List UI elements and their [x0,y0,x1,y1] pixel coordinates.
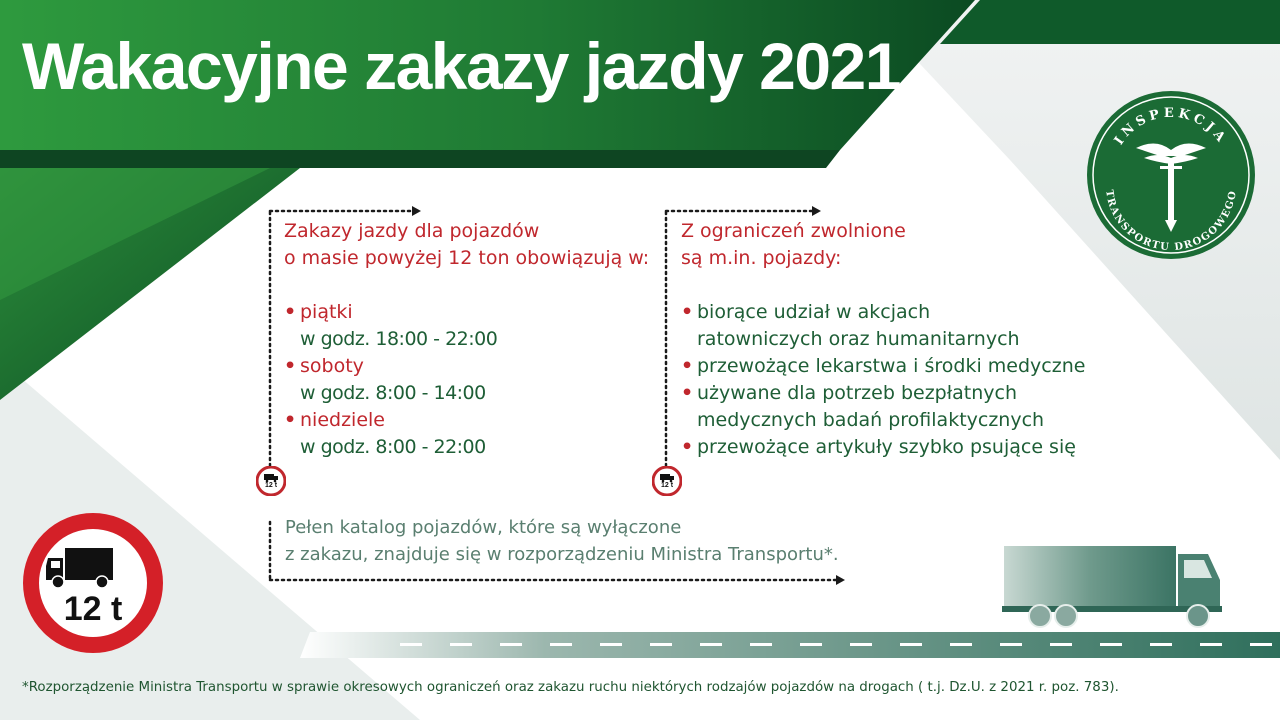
hours-label: w godz. 18:00 - 22:00 [300,328,498,350]
day-label: • niedziele [300,409,385,431]
exemptions-column [681,218,1221,461]
list-item [681,299,1221,353]
svg-text:TRANSPORTU DROGOWEGO: TRANSPORTU DROGOWEGO [1103,189,1239,254]
exemption-line: ratowniczych oraz humanitarnych [697,328,1020,350]
ban-heading-line1: Zakazy jazdy dla pojazdów [284,220,540,242]
truck-icon [1002,540,1224,632]
note-line1: Pełen katalog pojazdów, które są wyłączone [285,517,682,538]
list-item [681,380,1221,434]
footnote: *Rozporządzenie Ministra Transportu w sprawie okresowych ograniczeń oraz zakazu ruchu niektórych rodzajów pojazdów na drogach ( t.j. Dz.U. z 2021 r. poz. 783). [22,680,1119,695]
list-item [284,407,644,461]
exemption-line: • przewożące artykuły szybko psujące się [697,436,1076,458]
exemption-line: medycznych badań profilaktycznych [697,409,1045,431]
truck-ban-sign-icon [22,512,164,654]
exemptions-heading [681,218,1221,272]
hours-label: w godz. 8:00 - 22:00 [300,436,486,458]
exemptions-heading-line1: Z ograniczeń zwolnione [681,220,906,242]
list-item [681,434,1221,461]
exemptions-list [681,299,1221,461]
ban-hours-column [284,218,650,461]
hours-label: w godz. 8:00 - 14:00 [300,382,486,404]
exemptions-heading-line2: są m.in. pojazdy: [681,247,842,269]
day-label: • piątki [300,301,353,323]
mini-sign-label: 12 t [660,482,674,489]
ban-hours-heading [284,218,650,272]
mini-sign-label: 12 t [264,482,278,489]
day-label: • soboty [300,355,364,377]
list-item [681,353,1221,380]
ban-heading-line2: o masie powyżej 12 ton obowiązują w: [284,247,650,269]
svg-text:INSPEKCJA: INSPEKCJA [1111,105,1231,148]
mini-truck-sign-icon [652,466,682,496]
exemption-line: • biorące udział w akcjach [697,301,931,323]
exemption-line: • używane dla potrzeb bezpłatnych [697,382,1017,404]
list-item [284,353,644,407]
list-item [284,299,644,353]
exemption-line: • przewożące lekarstwa i środki medyczne [697,355,1086,377]
ban-days-list [284,299,644,461]
page-title: Wakacyjne zakazy jazdy 2021 [22,29,900,103]
sign-label: 12 t [63,590,123,628]
catalog-note [285,514,839,568]
note-line2: z zakazu, znajduje się w rozporządzeniu Ministra Transportu*. [285,544,839,565]
mini-truck-sign-icon [256,466,286,496]
